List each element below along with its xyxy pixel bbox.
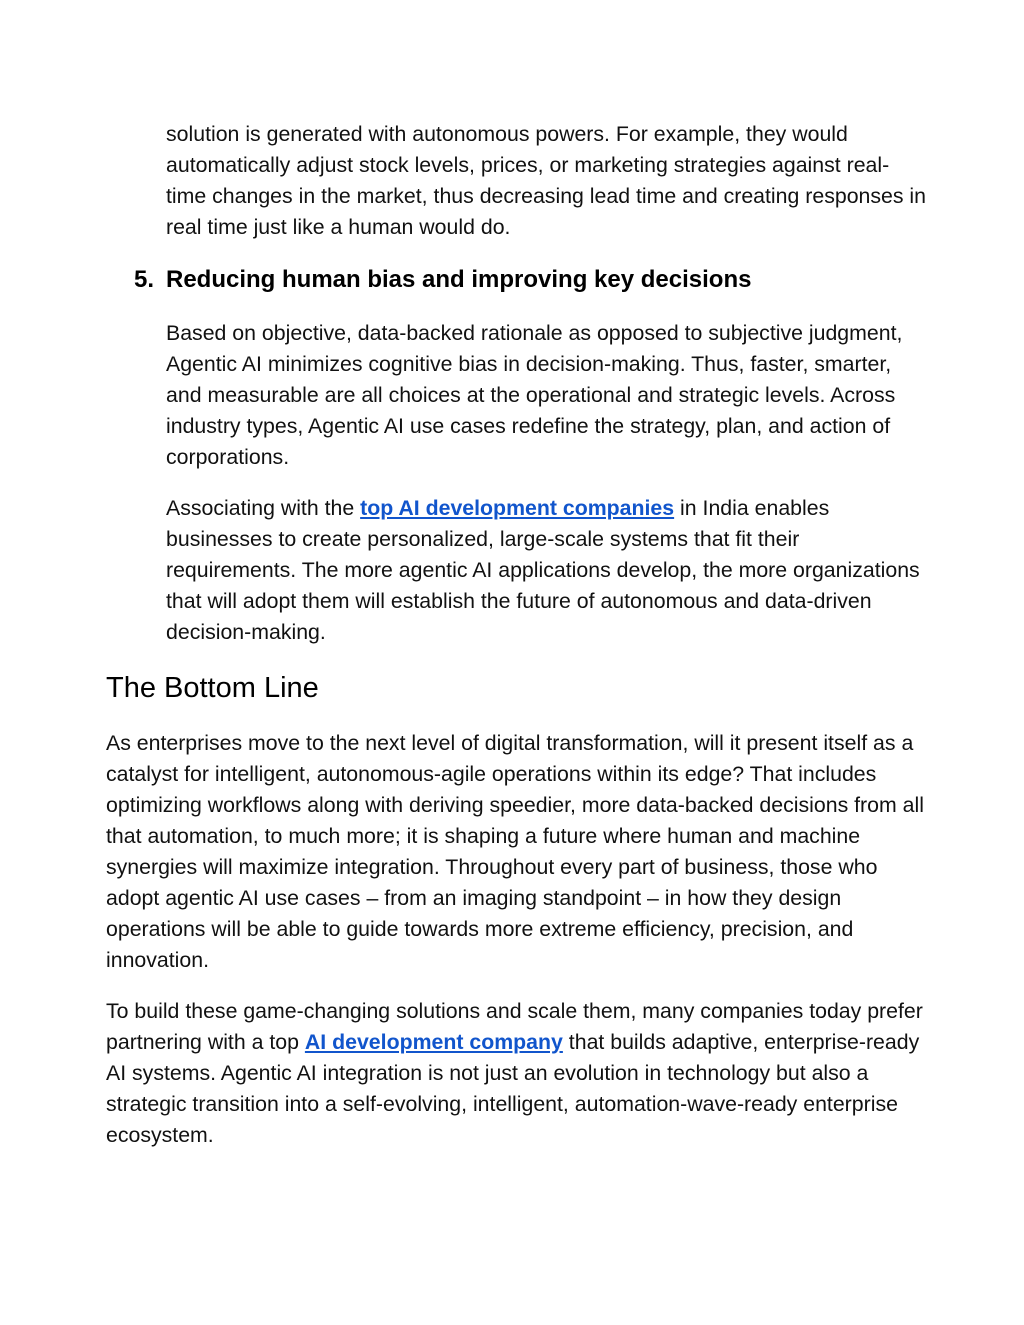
bottom-line-paragraph-2 (106, 996, 926, 1151)
associating-text-after: in India enables businesses to create personalized, large-scale systems that fit their requirements. The more agentic AI applications develop, the more organizations that will adopt them will establish the future of autonomous and data-driven decision-making. (166, 496, 920, 644)
associating-paragraph (166, 493, 926, 648)
list-number: 5. (134, 266, 155, 293)
list-heading-text: Reducing human bias and improving key decisions (166, 266, 752, 293)
paragraph-2-text-after: that builds adaptive, enterprise-ready AI systems. Agentic AI integration is not just an evolution in technology but also a strategic transition into a self-evolving, intelligent, automation-wave-ready enterprise ecosystem. (106, 1030, 920, 1147)
paragraph-2-text-before: To build these game-changing solutions and scale them, many companies today prefer partnering with a top (106, 999, 923, 1054)
bottom-line-paragraph-1: As enterprises move to the next level of digital transformation, will it present itself as a catalyst for intelligent, autonomous-agile operations within its edge? That includes optimizing workflows along with deriving speedier, more data-backed decisions from all that automation, to much more; it is shaping a future where human and machine synergies will maximize integration. Throughout every part of business, those who adopt agentic AI use cases – from an imaging standpoint – in how they design operations will be able to guide towards more extreme efficiency, precision, and innovation. (106, 731, 924, 972)
top-ai-development-companies-link[interactable]: top AI development companies (360, 496, 675, 520)
list-item-5-heading (134, 264, 751, 296)
associating-text-before: Associating with the (166, 496, 361, 520)
bottom-line-heading: The Bottom Line (106, 672, 319, 704)
bias-paragraph: Based on objective, data-backed rationale as opposed to subjective judgment, Agentic AI minimizes cognitive bias in decision-making. Thus, faster, smarter, and measurable are all choices at the operational and strategic levels. Across industry types, Agentic AI use cases redefine the strategy, plan, and action of corporations. (166, 321, 903, 469)
intro-paragraph: solution is generated with autonomous powers. For example, they would automatically adjust stock levels, prices, or marketing strategies against real-time changes in the market, thus decreasing lead time and creating responses in real time just like a human would do. (166, 122, 927, 239)
ai-development-company-link[interactable]: AI development company (304, 1030, 563, 1054)
